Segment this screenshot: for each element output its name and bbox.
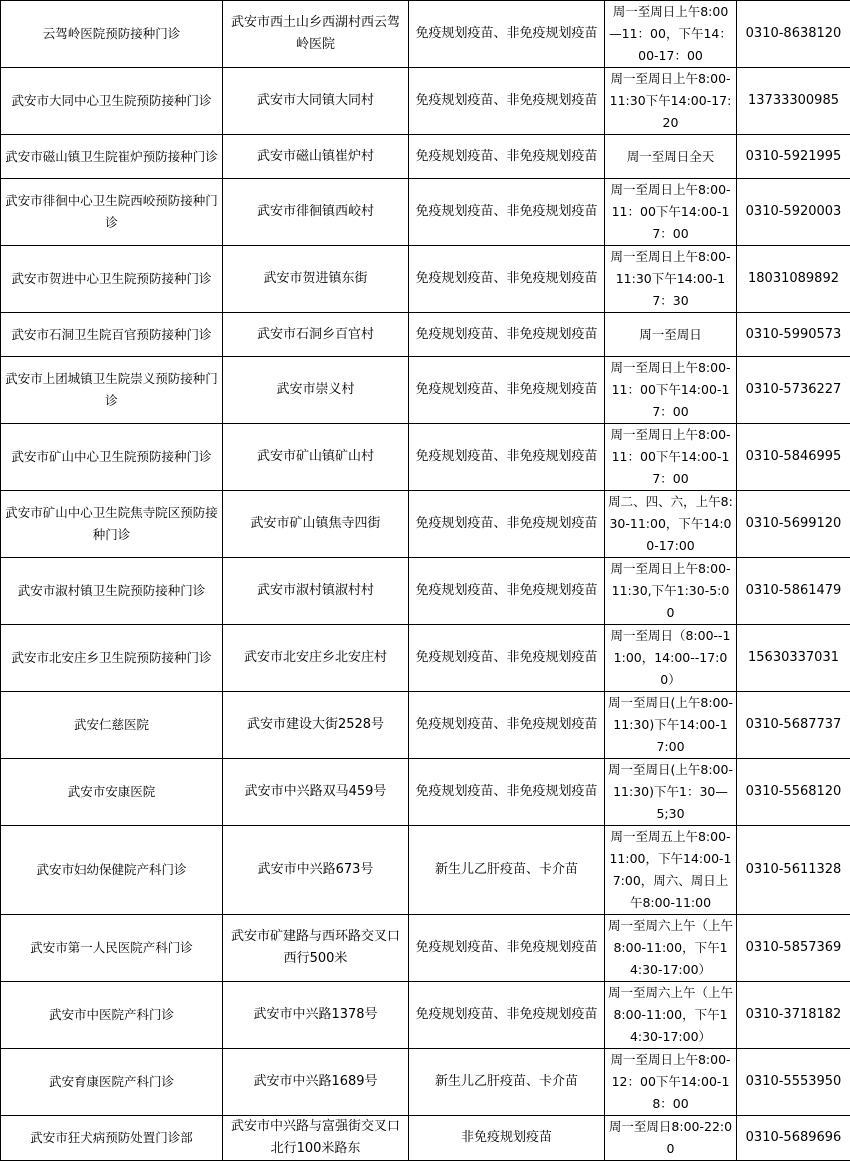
clinic-phone: 0310-8638120 <box>737 1 850 68</box>
table-row <box>1 313 850 357</box>
clinic-vaccines: 非免疫规划疫苗 <box>409 1116 605 1161</box>
clinic-hours: 周一至周日全天 <box>605 135 737 179</box>
clinic-name: 武安育康医院产科门诊 <box>1 1049 223 1116</box>
table-row <box>1 1 850 68</box>
clinic-hours: 周一至周日8:00-22:00 <box>605 1116 737 1161</box>
clinic-address: 武安市石洞乡百官村 <box>223 313 409 357</box>
table-row <box>1 1049 850 1116</box>
clinic-name: 武安市贺进中心卫生院预防接种门诊 <box>1 246 223 313</box>
clinic-vaccines: 免疫规划疫苗、非免疫规划疫苗 <box>409 759 605 826</box>
table-row <box>1 246 850 313</box>
clinic-address: 武安市建设大街2528号 <box>223 692 409 759</box>
clinic-phone: 0310-5568120 <box>737 759 850 826</box>
clinic-hours: 周一至周日（8:00--11:00，14:00--17:00） <box>605 625 737 692</box>
clinic-address: 武安市中兴路673号 <box>223 826 409 915</box>
clinic-address: 武安市中兴路1378号 <box>223 982 409 1049</box>
clinic-vaccines: 免疫规划疫苗、非免疫规划疫苗 <box>409 1 605 68</box>
clinic-phone: 0310-5687737 <box>737 692 850 759</box>
clinic-hours: 周一至周日(上午8:00-11:30)下午14:00-17:00 <box>605 692 737 759</box>
table-row <box>1 759 850 826</box>
clinic-name: 武安市淑村镇卫生院预防接种门诊 <box>1 558 223 625</box>
clinic-vaccines: 免疫规划疫苗、非免疫规划疫苗 <box>409 68 605 135</box>
clinic-phone: 0310-5857369 <box>737 915 850 982</box>
clinic-hours: 周一至周日上午8:00-11：00下午14:00-17：00 <box>605 357 737 424</box>
table-row <box>1 135 850 179</box>
clinic-vaccines: 免疫规划疫苗、非免疫规划疫苗 <box>409 357 605 424</box>
clinic-name: 武安市北安庄乡卫生院预防接种门诊 <box>1 625 223 692</box>
clinic-phone: 13733300985 <box>737 68 850 135</box>
clinic-name: 武安市矿山中心卫生院预防接种门诊 <box>1 424 223 491</box>
table-row <box>1 424 850 491</box>
clinic-vaccines: 免疫规划疫苗、非免疫规划疫苗 <box>409 179 605 246</box>
table-row <box>1 68 850 135</box>
clinic-name: 武安市安康医院 <box>1 759 223 826</box>
clinic-name: 武安市妇幼保健院产科门诊 <box>1 826 223 915</box>
clinic-phone: 0310-5736227 <box>737 357 850 424</box>
clinic-name: 武安市徘徊中心卫生院西峧预防接种门诊 <box>1 179 223 246</box>
clinic-address: 武安市大同镇大同村 <box>223 68 409 135</box>
table-row <box>1 558 850 625</box>
clinic-hours: 周二、四、六，上午8:30-11:00，下午14:00-17:00 <box>605 491 737 558</box>
clinic-address: 武安市徘徊镇西峧村 <box>223 179 409 246</box>
clinic-hours: 周一至周日上午8:00-12：00下午14:00-18：00 <box>605 1049 737 1116</box>
clinic-phone: 0310-5699120 <box>737 491 850 558</box>
clinic-vaccines: 免疫规划疫苗、非免疫规划疫苗 <box>409 246 605 313</box>
clinic-vaccines: 免疫规划疫苗、非免疫规划疫苗 <box>409 313 605 357</box>
clinic-vaccines: 免疫规划疫苗、非免疫规划疫苗 <box>409 424 605 491</box>
table-row <box>1 915 850 982</box>
clinic-name: 武安市大同中心卫生院预防接种门诊 <box>1 68 223 135</box>
table-row <box>1 179 850 246</box>
clinic-hours: 周一至周六上午（上午8:00-11:00，下午14:30-17:00） <box>605 982 737 1049</box>
clinic-address: 武安市磁山镇崔炉村 <box>223 135 409 179</box>
clinic-vaccines: 免疫规划疫苗、非免疫规划疫苗 <box>409 135 605 179</box>
clinic-address: 武安市中兴路双马459号 <box>223 759 409 826</box>
clinic-name: 武安市第一人民医院产科门诊 <box>1 915 223 982</box>
clinic-name: 云驾岭医院预防接种门诊 <box>1 1 223 68</box>
clinic-hours: 周一至周五上午8:00-11:00，下午14:00-17:00，周六、周日上午8:00-11:00 <box>605 826 737 915</box>
clinic-phone: 0310-5861479 <box>737 558 850 625</box>
clinic-hours: 周一至周日 <box>605 313 737 357</box>
clinic-address: 武安市西土山乡西湖村西云驾岭医院 <box>223 1 409 68</box>
clinic-address: 武安市矿山镇矿山村 <box>223 424 409 491</box>
table-row <box>1 982 850 1049</box>
clinic-name: 武安市上团城镇卫生院崇义预防接种门诊 <box>1 357 223 424</box>
clinic-vaccines: 新生儿乙肝疫苗、卡介苗 <box>409 1049 605 1116</box>
clinic-phone: 0310-3718182 <box>737 982 850 1049</box>
clinic-phone: 18031089892 <box>737 246 850 313</box>
clinic-address: 武安市中兴路与富强街交叉口北行100米路东 <box>223 1116 409 1161</box>
clinic-phone: 0310-5611328 <box>737 826 850 915</box>
clinic-phone: 0310-5990573 <box>737 313 850 357</box>
clinic-vaccines: 新生儿乙肝疫苗、卡介苗 <box>409 826 605 915</box>
clinic-phone: 0310-5920003 <box>737 179 850 246</box>
clinic-name: 武安市磁山镇卫生院崔炉预防接种门诊 <box>1 135 223 179</box>
clinic-address: 武安市北安庄乡北安庄村 <box>223 625 409 692</box>
clinic-name: 武安市石洞卫生院百官预防接种门诊 <box>1 313 223 357</box>
clinic-phone: 0310-5846995 <box>737 424 850 491</box>
table-row <box>1 357 850 424</box>
clinic-name: 武安仁慈医院 <box>1 692 223 759</box>
clinic-address: 武安市中兴路1689号 <box>223 1049 409 1116</box>
clinic-address: 武安市矿建路与西环路交叉口西行500米 <box>223 915 409 982</box>
clinic-phone: 15630337031 <box>737 625 850 692</box>
clinic-hours: 周一至周日上午8:00-11：00下午14:00-17：00 <box>605 424 737 491</box>
clinic-hours: 周一至周日上午8:00-11：00下午14:00-17：00 <box>605 179 737 246</box>
table-body <box>1 1 850 1161</box>
clinic-vaccines: 免疫规划疫苗、非免疫规划疫苗 <box>409 915 605 982</box>
clinic-address: 武安市淑村镇淑村村 <box>223 558 409 625</box>
clinic-vaccines: 免疫规划疫苗、非免疫规划疫苗 <box>409 558 605 625</box>
clinic-phone: 0310-5553950 <box>737 1049 850 1116</box>
table-row <box>1 625 850 692</box>
table-row <box>1 692 850 759</box>
table-row <box>1 826 850 915</box>
table-row <box>1 491 850 558</box>
clinic-hours: 周一至周日上午8:00—11：00，下午14：00-17：00 <box>605 1 737 68</box>
clinic-vaccines: 免疫规划疫苗、非免疫规划疫苗 <box>409 692 605 759</box>
clinic-hours: 周一至周六上午（上午8:00-11:00，下午14:30-17:00） <box>605 915 737 982</box>
clinic-hours: 周一至周日上午8:00-11:30下午14:00-17:20 <box>605 68 737 135</box>
table-row <box>1 1116 850 1161</box>
clinic-hours: 周一至周日上午8:00-11:30,下午1:30-5:00 <box>605 558 737 625</box>
clinic-hours: 周一至周日上午8:00-11:30下午14:00-17：30 <box>605 246 737 313</box>
clinic-vaccines: 免疫规划疫苗、非免疫规划疫苗 <box>409 625 605 692</box>
clinic-address: 武安市矿山镇焦寺四街 <box>223 491 409 558</box>
clinic-hours: 周一至周日(上午8:00-11:30)下午1：30—5;30 <box>605 759 737 826</box>
clinic-address: 武安市崇义村 <box>223 357 409 424</box>
clinic-name: 武安市中医院产科门诊 <box>1 982 223 1049</box>
clinic-address: 武安市贺进镇东街 <box>223 246 409 313</box>
clinic-phone: 0310-5689696 <box>737 1116 850 1161</box>
clinic-name: 武安市矿山中心卫生院焦寺院区预防接种门诊 <box>1 491 223 558</box>
clinic-vaccines: 免疫规划疫苗、非免疫规划疫苗 <box>409 982 605 1049</box>
clinic-name: 武安市狂犬病预防处置门诊部 <box>1 1116 223 1161</box>
clinic-vaccines: 免疫规划疫苗、非免疫规划疫苗 <box>409 491 605 558</box>
clinic-phone: 0310-5921995 <box>737 135 850 179</box>
